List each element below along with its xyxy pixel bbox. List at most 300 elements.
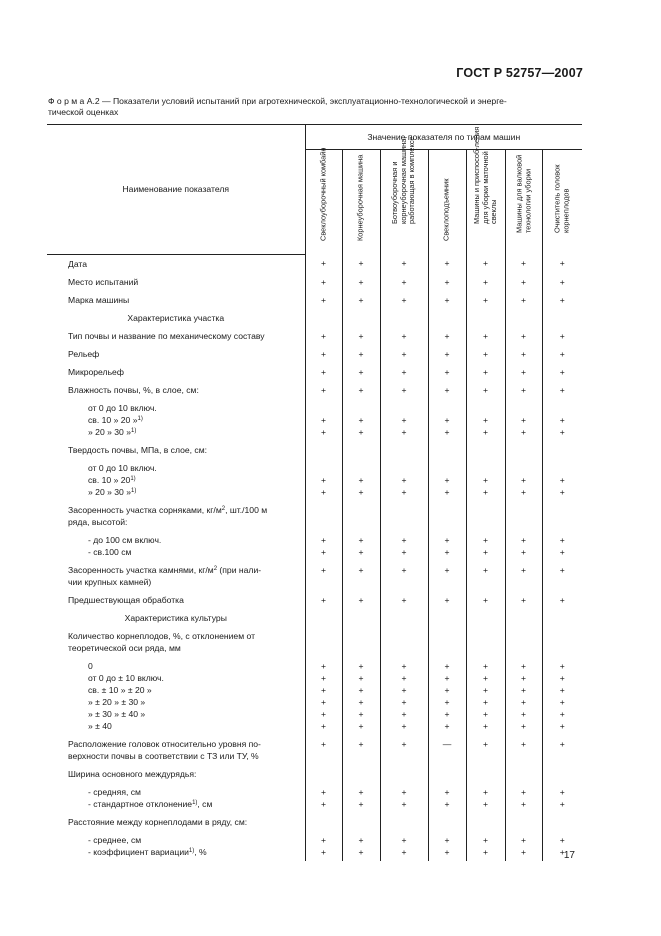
mark: + bbox=[401, 786, 407, 797]
indicator-name-line bbox=[47, 594, 305, 606]
mark-cell bbox=[466, 561, 505, 591]
indicator-name-cell bbox=[47, 309, 305, 327]
mark: + bbox=[444, 798, 450, 809]
mark-cell bbox=[466, 501, 505, 531]
mark-cell bbox=[428, 399, 466, 441]
mark: + bbox=[559, 546, 565, 557]
indicator-name-line bbox=[47, 414, 305, 426]
mark: + bbox=[482, 348, 489, 359]
mark-cell bbox=[342, 254, 380, 273]
indicator-name-text: - св.100 см bbox=[88, 546, 132, 557]
indicator-name-text: Засоренность участка сорняками, кг/м bbox=[68, 504, 222, 515]
mark: + bbox=[444, 660, 450, 671]
indicator-name-text: ряда, высотой: bbox=[68, 516, 128, 527]
mark-cell bbox=[466, 309, 505, 327]
indicator-name-text: - среднее, см bbox=[88, 834, 142, 845]
mark-cell bbox=[505, 441, 542, 459]
mark-cell bbox=[342, 345, 380, 363]
mark-cell bbox=[542, 501, 582, 531]
table-row bbox=[47, 459, 582, 501]
mark-cell bbox=[305, 783, 342, 813]
mark-cell bbox=[542, 345, 582, 363]
mark-cell bbox=[342, 291, 380, 309]
mark: + bbox=[320, 258, 327, 268]
mark: + bbox=[401, 738, 407, 749]
mark: + bbox=[401, 330, 407, 341]
mark-cell bbox=[380, 765, 428, 783]
mark: + bbox=[482, 276, 489, 287]
table-row bbox=[47, 627, 582, 657]
indicator-name-line bbox=[47, 786, 305, 798]
mark-cell bbox=[505, 381, 542, 399]
mark-cell bbox=[305, 561, 342, 591]
mark: + bbox=[401, 834, 407, 845]
mark-cell bbox=[542, 327, 582, 345]
mark: + bbox=[320, 426, 327, 437]
indicator-name-cell bbox=[47, 327, 305, 345]
indicator-name-cell bbox=[47, 831, 305, 861]
mark-cell bbox=[505, 345, 542, 363]
mark-cell bbox=[305, 273, 342, 291]
mark-cell bbox=[466, 531, 505, 561]
mark: + bbox=[520, 330, 527, 341]
mark-cell bbox=[380, 501, 428, 531]
mark: + bbox=[482, 672, 489, 683]
mark-cell bbox=[466, 441, 505, 459]
mark: + bbox=[320, 366, 327, 377]
indicator-name-line bbox=[47, 612, 305, 624]
indicator-name-line bbox=[47, 630, 305, 642]
mark: + bbox=[444, 294, 450, 305]
mark-cell bbox=[542, 459, 582, 501]
machine-column-label: Машины и приспособ-ления для уборки маточной свеклы bbox=[471, 126, 498, 225]
mark-cell bbox=[380, 381, 428, 399]
table-row bbox=[47, 501, 582, 531]
mark bbox=[381, 402, 428, 414]
mark-cell bbox=[342, 363, 380, 381]
mark: + bbox=[559, 720, 565, 731]
mark: + bbox=[482, 708, 489, 719]
indicator-name-cell bbox=[47, 254, 305, 273]
mark: + bbox=[559, 672, 565, 683]
mark: + bbox=[444, 258, 450, 268]
mark: + bbox=[444, 384, 450, 395]
indicator-name-text: Количество корнеплодов, %, с отклонением от bbox=[68, 630, 256, 641]
mark-cell bbox=[428, 291, 466, 309]
indicator-name-line bbox=[47, 504, 305, 516]
mark-cell bbox=[505, 363, 542, 381]
mark-cell bbox=[342, 399, 380, 441]
mark-cell bbox=[466, 345, 505, 363]
machine-column-label: Очиститель головок корнеплодов bbox=[552, 164, 571, 233]
indicator-name-text: верхности почвы в соответствии с ТЗ или ТУ, % bbox=[68, 750, 259, 761]
machine-column-header bbox=[505, 150, 542, 255]
mark: + bbox=[482, 534, 489, 545]
mark-cell bbox=[428, 813, 466, 831]
indicator-name-text: от 0 до 10 включ. bbox=[88, 462, 157, 473]
mark: + bbox=[320, 786, 327, 797]
indicator-name-line bbox=[47, 660, 305, 672]
machine-column-header bbox=[380, 136, 428, 255]
mark: + bbox=[320, 684, 327, 695]
mark-cell bbox=[505, 657, 542, 735]
mark-cell bbox=[505, 327, 542, 345]
mark-cell bbox=[428, 345, 466, 363]
mark-cell bbox=[428, 309, 466, 327]
mark: + bbox=[401, 708, 407, 719]
mark: + bbox=[320, 660, 327, 671]
mark-cell bbox=[542, 831, 582, 861]
table-row bbox=[47, 813, 582, 831]
indicator-name-text: 0 bbox=[88, 660, 93, 671]
mark: + bbox=[444, 846, 450, 857]
mark-cell bbox=[428, 627, 466, 657]
indicator-name-line bbox=[47, 696, 305, 708]
mark: + bbox=[520, 798, 527, 809]
mark: + bbox=[444, 720, 450, 731]
mark: + bbox=[444, 414, 450, 425]
indicator-name-line bbox=[47, 384, 305, 396]
mark: + bbox=[482, 786, 489, 797]
mark-cell bbox=[428, 381, 466, 399]
mark: + bbox=[559, 738, 565, 749]
mark-cell bbox=[342, 627, 380, 657]
mark: + bbox=[401, 534, 407, 545]
indicator-name-text: Предшествующая обработка bbox=[68, 594, 184, 605]
mark-cell bbox=[342, 591, 380, 609]
machine-column-label: Свеклоподъемник bbox=[441, 178, 451, 242]
mark-cell bbox=[380, 441, 428, 459]
mark-cell bbox=[305, 831, 342, 861]
name-column-header: Наименование показателя bbox=[47, 125, 305, 255]
indicator-name-line bbox=[47, 330, 305, 342]
indicator-name-text: Марка машины bbox=[68, 294, 130, 305]
table-caption bbox=[48, 96, 588, 118]
mark-cell bbox=[542, 813, 582, 831]
indicator-name-cell bbox=[47, 591, 305, 609]
mark: + bbox=[520, 672, 527, 683]
mark bbox=[506, 402, 542, 414]
mark: + bbox=[559, 474, 565, 485]
machine-column-header bbox=[466, 126, 505, 255]
mark: + bbox=[520, 486, 527, 497]
mark: + bbox=[520, 294, 527, 305]
mark-cell bbox=[505, 831, 542, 861]
indicator-name-line bbox=[47, 750, 305, 762]
machine-column-label: Корнеуборочная машина bbox=[355, 155, 365, 242]
mark: + bbox=[320, 846, 327, 857]
mark-cell bbox=[505, 627, 542, 657]
mark: + bbox=[358, 720, 364, 731]
mark: + bbox=[482, 834, 489, 845]
indicator-name-line bbox=[47, 816, 305, 828]
mark-cell bbox=[505, 399, 542, 441]
mark: + bbox=[520, 738, 527, 749]
mark-cell bbox=[466, 273, 505, 291]
mark-cell bbox=[428, 609, 466, 627]
mark-cell bbox=[305, 591, 342, 609]
mark: + bbox=[358, 564, 364, 575]
conditions-table bbox=[47, 124, 582, 861]
mark-cell bbox=[466, 609, 505, 627]
indicator-name-line bbox=[47, 486, 305, 498]
indicator-name-text: - средняя, см bbox=[88, 786, 141, 797]
mark: + bbox=[401, 546, 407, 557]
mark-cell bbox=[505, 459, 542, 501]
mark: + bbox=[520, 720, 527, 731]
mark-cell bbox=[428, 441, 466, 459]
mark: + bbox=[358, 276, 364, 287]
machine-column-header bbox=[342, 150, 380, 255]
mark: + bbox=[482, 564, 489, 575]
mark-cell bbox=[542, 561, 582, 591]
mark-cell bbox=[342, 309, 380, 327]
indicator-name-cell bbox=[47, 783, 305, 813]
mark: + bbox=[444, 834, 450, 845]
mark-cell bbox=[342, 381, 380, 399]
mark bbox=[381, 462, 428, 474]
mark-cell bbox=[380, 273, 428, 291]
indicator-name-line bbox=[47, 474, 305, 486]
mark-cell bbox=[305, 327, 342, 345]
mark-cell bbox=[342, 831, 380, 861]
table-row bbox=[47, 254, 582, 273]
indicator-name-cell bbox=[47, 657, 305, 735]
mark: + bbox=[482, 474, 489, 485]
mark: + bbox=[444, 594, 450, 605]
table-row bbox=[47, 531, 582, 561]
mark: + bbox=[559, 366, 565, 377]
indicator-name-text: Твердость почвы, МПа, в слое, см: bbox=[68, 444, 208, 455]
mark: + bbox=[358, 534, 364, 545]
mark-cell bbox=[342, 783, 380, 813]
mark: + bbox=[444, 426, 450, 437]
table-row bbox=[47, 441, 582, 459]
mark-cell bbox=[428, 591, 466, 609]
mark-cell bbox=[505, 561, 542, 591]
table-row bbox=[47, 735, 582, 765]
mark-cell bbox=[305, 657, 342, 735]
mark: + bbox=[401, 486, 407, 497]
mark: + bbox=[401, 660, 407, 671]
mark-cell bbox=[466, 327, 505, 345]
mark-cell bbox=[305, 309, 342, 327]
mark: + bbox=[520, 564, 527, 575]
indicator-name-text: - до 100 см включ. bbox=[88, 534, 162, 545]
mark: + bbox=[559, 564, 565, 575]
mark: + bbox=[320, 330, 327, 341]
mark-cell bbox=[305, 441, 342, 459]
mark bbox=[343, 402, 380, 414]
mark: + bbox=[358, 672, 364, 683]
mark bbox=[306, 462, 342, 474]
mark-cell bbox=[428, 765, 466, 783]
mark-cell bbox=[428, 531, 466, 561]
mark-cell bbox=[505, 783, 542, 813]
indicator-name-text: от 0 до 10 включ. bbox=[88, 402, 157, 413]
mark: + bbox=[401, 594, 407, 605]
mark: + bbox=[482, 486, 489, 497]
mark-cell bbox=[542, 441, 582, 459]
indicator-name-cell bbox=[47, 363, 305, 381]
mark: + bbox=[358, 834, 364, 845]
machine-column-label: Машины для валковой технологии уборки bbox=[513, 154, 532, 233]
mark-cell bbox=[380, 561, 428, 591]
mark-cell bbox=[342, 327, 380, 345]
mark: + bbox=[444, 534, 450, 545]
mark: + bbox=[401, 294, 407, 305]
mark-cell bbox=[342, 609, 380, 627]
mark-cell bbox=[342, 657, 380, 735]
indicator-name-line bbox=[47, 846, 305, 858]
mark bbox=[543, 462, 583, 474]
mark-cell bbox=[542, 531, 582, 561]
mark: + bbox=[444, 786, 450, 797]
indicator-name-cell bbox=[47, 441, 305, 459]
mark: + bbox=[320, 672, 327, 683]
indicator-name-text: Засоренность участка камнями, кг/м bbox=[68, 564, 214, 575]
mark: + bbox=[520, 276, 527, 287]
mark-cell bbox=[505, 309, 542, 327]
mark: + bbox=[520, 366, 527, 377]
mark: + bbox=[482, 720, 489, 731]
footnote-mark: 1) bbox=[130, 475, 136, 482]
indicator-name-line bbox=[47, 366, 305, 378]
mark-cell bbox=[505, 501, 542, 531]
mark: + bbox=[358, 366, 364, 377]
mark-cell bbox=[542, 609, 582, 627]
mark: + bbox=[320, 414, 327, 425]
mark-cell bbox=[305, 531, 342, 561]
mark-cell bbox=[466, 783, 505, 813]
mark-cell bbox=[380, 363, 428, 381]
indicator-name-line bbox=[47, 426, 305, 438]
indicator-name-line bbox=[47, 276, 305, 288]
mark-cell bbox=[380, 591, 428, 609]
mark-cell bbox=[342, 765, 380, 783]
mark: + bbox=[358, 384, 364, 395]
indicator-name-line bbox=[47, 642, 305, 654]
indicator-name-cell bbox=[47, 609, 305, 627]
mark: + bbox=[482, 414, 489, 425]
caption-line-2: тической оценках bbox=[48, 107, 119, 117]
mark-cell bbox=[542, 765, 582, 783]
mark-cell bbox=[466, 765, 505, 783]
mark-cell bbox=[380, 399, 428, 441]
machine-column-label: Ботвоуборочная и корнеуборочная машина, работающая в комплексе bbox=[390, 136, 417, 225]
indicator-name-cell bbox=[47, 501, 305, 531]
mark: + bbox=[520, 594, 527, 605]
mark-cell bbox=[505, 531, 542, 561]
mark: + bbox=[482, 594, 489, 605]
mark-cell bbox=[380, 254, 428, 273]
indicator-name-cell bbox=[47, 273, 305, 291]
superscript: 2 bbox=[221, 505, 226, 512]
mark: + bbox=[320, 564, 327, 575]
mark: + bbox=[482, 426, 489, 437]
mark-cell bbox=[305, 399, 342, 441]
footnote-mark: 1) bbox=[137, 415, 143, 422]
indicator-name-line bbox=[47, 738, 305, 750]
mark bbox=[467, 462, 505, 474]
mark: + bbox=[358, 786, 364, 797]
mark: + bbox=[559, 684, 565, 695]
mark: + bbox=[482, 660, 489, 671]
indicator-name-cell bbox=[47, 735, 305, 765]
indicator-name-text: Ширина основного междурядья: bbox=[68, 768, 197, 779]
mark-cell bbox=[466, 735, 505, 765]
indicator-name-text: чии крупных камней) bbox=[68, 576, 152, 587]
mark: + bbox=[401, 798, 407, 809]
mark-cell bbox=[380, 657, 428, 735]
mark-cell bbox=[305, 627, 342, 657]
mark: + bbox=[358, 594, 364, 605]
indicator-name-line bbox=[47, 444, 305, 456]
mark-cell bbox=[466, 831, 505, 861]
mark: + bbox=[482, 258, 489, 268]
footnote-mark: 1) bbox=[131, 487, 137, 494]
indicator-name-line bbox=[47, 312, 305, 324]
mark: + bbox=[358, 414, 364, 425]
mark-cell bbox=[542, 783, 582, 813]
mark: + bbox=[358, 426, 364, 437]
mark-cell bbox=[428, 657, 466, 735]
indicator-name-line bbox=[47, 768, 305, 780]
mark-cell bbox=[305, 501, 342, 531]
mark-cell bbox=[305, 735, 342, 765]
mark-cell bbox=[305, 609, 342, 627]
mark-cell bbox=[380, 345, 428, 363]
mark: + bbox=[520, 384, 527, 395]
mark-cell bbox=[542, 309, 582, 327]
mark: + bbox=[320, 534, 327, 545]
mark: + bbox=[482, 798, 489, 809]
mark-cell bbox=[380, 327, 428, 345]
mark: + bbox=[358, 474, 364, 485]
mark: + bbox=[559, 786, 565, 797]
mark: + bbox=[559, 258, 565, 268]
indicator-name-cell bbox=[47, 399, 305, 441]
mark: + bbox=[520, 786, 527, 797]
mark-cell bbox=[305, 363, 342, 381]
mark: + bbox=[320, 384, 327, 395]
indicator-name-cell bbox=[47, 813, 305, 831]
mark: + bbox=[482, 846, 489, 857]
mark: + bbox=[320, 486, 327, 497]
footnote-mark: 1) bbox=[188, 847, 195, 854]
mark-cell bbox=[542, 381, 582, 399]
mark-cell bbox=[342, 561, 380, 591]
mark: + bbox=[358, 846, 364, 857]
indicator-name-line bbox=[47, 516, 305, 528]
mark: + bbox=[320, 546, 327, 557]
mark-cell bbox=[428, 254, 466, 273]
indicator-name-line bbox=[47, 348, 305, 360]
mark: + bbox=[520, 534, 527, 545]
mark-cell bbox=[428, 459, 466, 501]
indicator-name-cell bbox=[47, 627, 305, 657]
mark: + bbox=[520, 348, 527, 359]
mark: + bbox=[559, 834, 565, 845]
mark-cell bbox=[466, 627, 505, 657]
mark: + bbox=[520, 708, 527, 719]
indicator-name-line bbox=[47, 534, 305, 546]
mark: + bbox=[444, 708, 450, 719]
machine-column-header bbox=[305, 147, 342, 255]
mark: + bbox=[559, 846, 565, 857]
table-row bbox=[47, 363, 582, 381]
indicator-name-line bbox=[47, 564, 305, 576]
